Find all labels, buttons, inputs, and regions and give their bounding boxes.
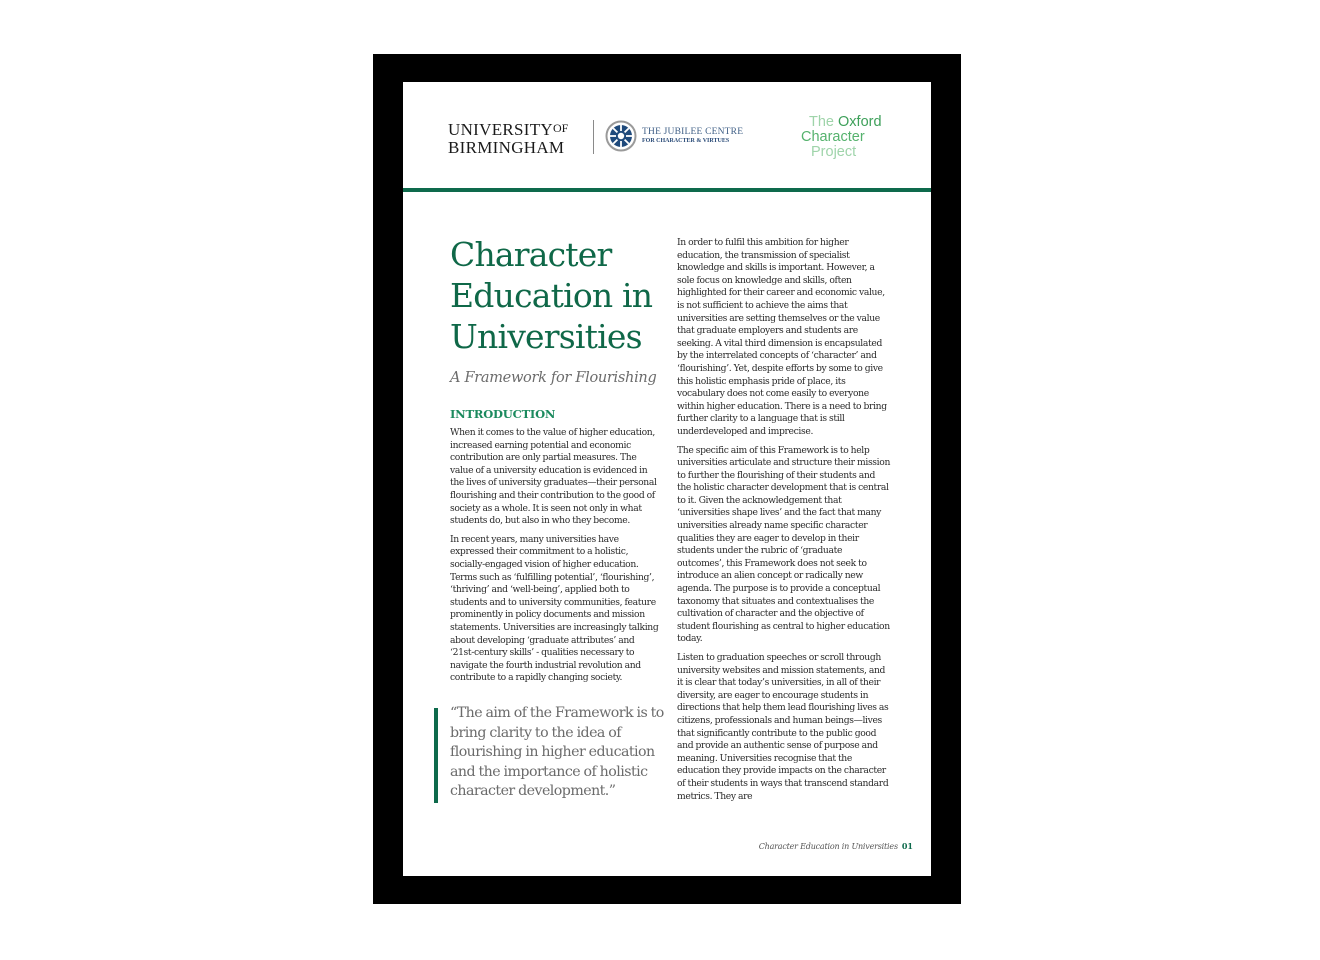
title-line: Universities	[450, 317, 642, 356]
logo-divider	[593, 120, 594, 154]
uob-logo-of: OF	[553, 121, 569, 135]
page-header	[403, 82, 931, 187]
pull-quote-text: “The aim of the Framework is to bring clarity to the idea of flourishing in higher education and the importance of holistic character development.”	[450, 705, 664, 800]
body-paragraph: Listen to graduation speeches or scroll through university websites and mission statements, and it is clear that today’s universities, in all of their diversity, are eager to encourage students in directions that help them lead flourishing lives as citizens, professionals and human beings—lives that significantly contribute to the public good and provide an authentic sense of purpose and meaning. Universities recognise that the education they provide impacts on the character of their students in ways that transcend standard metrics. They are	[677, 652, 889, 802]
jubilee-centre-logo	[642, 127, 743, 145]
jubilee-logo-line2: FOR CHARACTER & VIRTUES	[642, 138, 730, 144]
footer-running-title: Character Education in Universities	[758, 842, 898, 851]
title-line: Education in	[450, 276, 653, 315]
uob-logo-line2: BIRMINGHAM	[448, 138, 565, 157]
title-line: Character	[450, 235, 612, 274]
page-title	[450, 234, 660, 357]
page-number: 01	[901, 841, 913, 851]
jubilee-emblem-icon	[605, 120, 637, 152]
oxford-logo-character: Character	[801, 129, 865, 145]
body-paragraph: When it comes to the value of higher education, increased earning potential and economic contribution are only partial measures. The value of a university education is evidenced in the lives of university graduates—their personal flourishing and their contribution to the good of society as a whole. It is seen not only in what students do, but also in who they become.	[450, 427, 657, 527]
uob-logo-line1: UNIVERSITY	[448, 120, 553, 139]
header-divider-rule	[403, 188, 931, 192]
body-paragraph: In order to fulfil this ambition for higher education, the transmission of specialist knowledge and skills is important. However, a sole focus on knowledge and skills, often highlighted for their career and economic value, is not sufficient to achieve the aims that universities are setting themselves or the value that graduate employers and students are seeking. A vital third dimension is encapsulated by the interrelated concepts of ‘character’ and ‘flourishing’. Yet, despite efforts by some to give this holistic emphasis pride of place, its vocabulary does not come easily to everyone within higher education. There is a need to bring further clarity to a language that is still underdeveloped and imprecise.	[677, 237, 887, 437]
page-footer	[759, 841, 913, 851]
body-paragraph: In recent years, many universities have expressed their commitment to a holistic, socially-engaged vision of higher education. Terms such as ‘fulfilling potential’, ‘flourishing’, ‘thriving’ and ‘well-being’, applied both to students and to university communities, feature prominently in policy documents and mission statements. Universities are increasingly talking about developing ‘graduate attributes’ and ‘21st-century skills’ - qualities necessary to navigate the fourth industrial revolution and contribute to a rapidly changing society.	[450, 533, 659, 684]
jubilee-logo-line1: THE JUBILEE CENTRE	[642, 127, 744, 137]
document-page	[403, 82, 931, 876]
section-heading-introduction: INTRODUCTION	[450, 407, 556, 421]
pull-quote	[434, 705, 664, 803]
university-of-birmingham-logo	[448, 119, 568, 157]
right-column	[677, 237, 891, 809]
oxford-logo-the: The	[809, 114, 834, 130]
oxford-character-project-logo	[801, 115, 882, 160]
oxford-logo-oxford: Oxford	[838, 114, 882, 130]
page-subtitle: A Framework for Flourishing	[450, 370, 657, 386]
body-paragraph: The specific aim of this Framework is to help universities articulate and structure their mission to further the flourishing of their students and the holistic character development that is central to it. Given the acknowledgement that ‘universities shape lives’ and the fact that many universities already name specific character qualities they are eager to develop in their students under the rubric of ‘graduate outcomes’, this Framework does not seek to introduce an alien concept or radically new agenda. The purpose is to provide a conceptual taxonomy that situates and contextualises the cultivation of character and the objective of student flourishing as central to higher education today.	[677, 444, 891, 645]
left-column	[450, 234, 660, 691]
oxford-logo-project: Project	[811, 144, 857, 160]
